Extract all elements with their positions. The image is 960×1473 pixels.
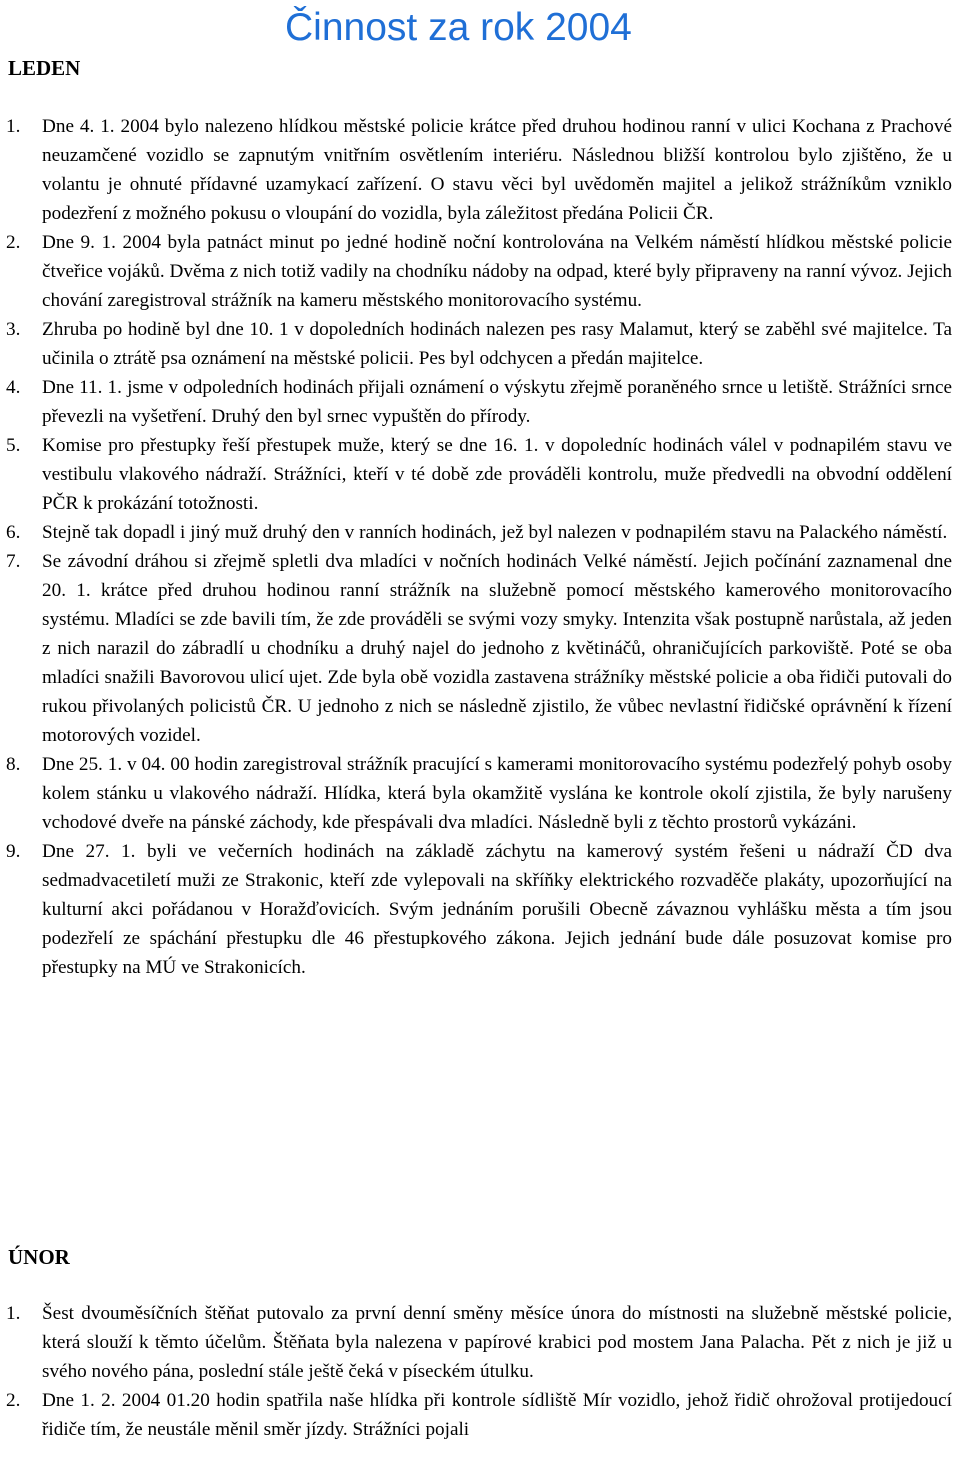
item-text: Dne 25. 1. v 04. 00 hodin zaregistroval strážník pracující s kamerami monitorovacího systému podezřelý pohyb osoby kolem stánku u vlakového nádraží. Hlídka, která byla okamžitě vyslána ke kontrole okolí zjistila, že byly narušeny vchodové dveře na pánské záchody, kde přespávali dva mladíci. Následně byli z těchto prostorů vykázáni. <box>42 754 952 833</box>
item-number: 7. <box>6 551 21 572</box>
item-text: Komise pro přestupky řeší přestupek muže, který se dne 16. 1. v dopoledníc hodinách válel v podnapilém stavu ve vestibulu vlakového nádraží. Strážníci, kteří v té době zde prováděli kontrolu, muže předvedli na obvodní oddělení PČR k prokázání totožnosti. <box>42 435 952 514</box>
item-number: 8. <box>6 754 21 775</box>
month-heading-unor: ÚNOR <box>8 1245 70 1269</box>
item-text: Dne 4. 1. 2004 bylo nalezeno hlídkou městské policie krátce před druhou hodinou ranní v ulici Kochana z Prachové neuzamčené vozidlo se zapnutým vnitřním osvětlením interiéru. Následnou bližší kontrolou bylo zjištěno, že u volantu je ohnuté přídavné uzamykací zařízení. O stavu věci byl uvědoměn majitel a jelikož strážníkům vzniklo podezření z možného pokusu o vloupání do vozidla, byla záležitost předána Policii ČR. <box>42 116 952 224</box>
item-number: 4. <box>6 377 21 398</box>
month-heading-leden: LEDEN <box>8 56 81 80</box>
list-item <box>0 518 960 547</box>
item-number: 5. <box>6 435 21 456</box>
item-text: Se závodní dráhou si zřejmě spletli dva mladíci v nočních hodinách Velké náměstí. Jejich počínání zaznamenal dne 20. 1. krátce před druhou hodinou ranní strážník na služebně pomocí městského kamerového monitorovacího systému. Mladíci se zde bavili tím, že zde prováděli se svými vozy smyky. Intenzita však postupně narůstala, až jeden z nich narazil do zábradlí u chodníku a druhý najel do jednoho z květináčů, ohraničujících parkoviště. Poté se oba mladíci snažili Bavorovou ulicí ujet. Zde byla obě vozidla zastavena strážníky městské policie a oba řidiči putovali do rukou přivolaných policistů ČR. U jednoho z nich se následně zjistilo, že vůbec nevlastní řidičské oprávnění k řízení motorových vozidel. <box>42 551 952 746</box>
item-number: 9. <box>6 841 21 862</box>
item-text: Dne 11. 1. jsme v odpoledních hodinách přijali oznámení o výskytu zřejmě poraněného srnce u letiště. Strážníci srnce převezli na vyšetření. Druhý den byl srnec vypuštěn do přírody. <box>42 377 952 427</box>
item-text: Šest dvouměsíčních štěňat putovalo za první denní směny měsíce února do místnosti na služebně městské policie, která slouží k těmto účelům. Štěňata byla nalezena v papírové krabici pod mostem Jana Palacha. Pět z nich je již u svého nového pána, poslední stále ještě čeká v píseckém útulku. <box>42 1303 952 1382</box>
list-item <box>0 547 960 750</box>
item-text: Dne 9. 1. 2004 byla patnáct minut po jedné hodině noční kontrolována na Velkém náměstí hlídkou městské policie čtveřice vojáků. Dvěma z nich totiž vadily na chodníku nádoby na odpad, které byly připraveny na ranní vývoz. Jejich chování zaregistroval strážník na kameru městského monitorovacího systému. <box>42 232 952 311</box>
item-number: 6. <box>6 522 21 543</box>
list-item <box>0 228 960 315</box>
item-number: 2. <box>6 1390 21 1411</box>
item-text: Dne 27. 1. byli ve večerních hodinách na základě záchytu na kamerový systém řešeni u nádraží ČD dva sedmadvacetiletí muži ze Strakonic, kteří zde vylepovali na skříňky elektrického rozvaděče plakáty, upozorňující na kulturní akci pořádanou v Horažďovicích. Svým jednáním porušili Obecně závaznou vyhlášku města a tím jsou podezřelí ze spáchání přestupku dle 46 přestupkového zákona. Jejich jednání bude dále posuzovat komise pro přestupky na MÚ ve Strakonicích. <box>42 841 952 978</box>
item-text: Zhruba po hodině byl dne 10. 1 v dopoledních hodinách nalezen pes rasy Malamut, který se zaběhl své majitelce. Ta učinila o ztrátě psa oznámení na městské policii. Pes byl odchycen a předán majitelce. <box>42 319 952 369</box>
item-number: 1. <box>6 1303 21 1324</box>
document-title: Činnost za rok 2004 <box>285 6 632 49</box>
list-item <box>0 315 960 373</box>
month-item-list-leden <box>0 112 960 982</box>
list-item <box>0 837 960 982</box>
list-item <box>0 1299 960 1386</box>
item-text: Dne 1. 2. 2004 01.20 hodin spatřila naše hlídka při kontrole sídliště Mír vozidlo, jehož řidič ohrožoval protijedoucí řidiče tím, že neustále měnil směr jízdy. Strážníci pojali <box>42 1390 952 1440</box>
list-item <box>0 431 960 518</box>
item-number: 2. <box>6 232 21 253</box>
list-item <box>0 112 960 228</box>
month-item-list-unor <box>0 1299 960 1444</box>
list-item <box>0 750 960 837</box>
item-text: Stejně tak dopadl i jiný muž druhý den v ranních hodinách, jež byl nalezen v podnapilém stavu na Palackého náměstí. <box>42 522 948 543</box>
item-number: 3. <box>6 319 21 340</box>
list-item <box>0 373 960 431</box>
list-item <box>0 1386 960 1444</box>
item-number: 1. <box>6 116 21 137</box>
